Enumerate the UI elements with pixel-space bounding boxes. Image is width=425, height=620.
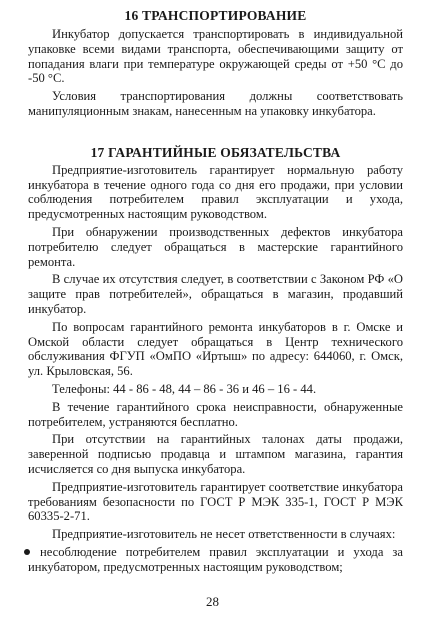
bullet-item-text: несоблюдение потребителем правил эксплуатации и ухода за инкубатором, предусмотренных настоящим руководством; — [28, 544, 403, 574]
page-number: 28 — [206, 594, 219, 609]
bullet-item — [28, 545, 403, 575]
section-17-paragraph: Предприятие-изготовитель гарантирует нормальную работу инкубатора в течение одного года со дня его продажи, при условии соблюдения потребителем правил эксплуатации и ухода, предусмотренных настоящим руководством. — [28, 162, 403, 222]
section-17-paragraph: Предприятие-изготовитель гарантирует соответствие инкубатора требованиям безопасности по ГОСТ Р МЭК 335-1, ГОСТ Р МЭК 60335-2-71. — [28, 479, 403, 524]
bullet-dot-icon — [24, 549, 30, 555]
section-16-paragraph: Инкубатор допускается транспортировать в индивидуальной упаковке всеми видами транспорта, обеспечивающими защиту от попадания влаги при температуре окружающей среды от +50 °С до -50 °С. — [28, 27, 403, 86]
section-17-title: 17 ГАРАНТИЙНЫЕ ОБЯЗАТЕЛЬСТВА — [90, 144, 341, 160]
phones-paragraph: Телефоны: 44 - 86 - 48, 44 – 86 - 36 и 46 – 16 - 44. — [52, 381, 317, 396]
section-17-paragraph: В течение гарантийного срока неисправности, обнаруженные потребителем, устраняются бесплатно. — [28, 399, 403, 429]
section-17-paragraph: При отсутствии на гарантийных талонах даты продажи, заверенной подписью продавца и штампом магазина, гарантия исчисляется со дня выпуска инкубатора. — [28, 432, 403, 476]
section-17-paragraph: Предприятие-изготовитель не несет ответственности в случаях: — [52, 527, 396, 542]
section-16-paragraph: Условия транспортирования должны соответствовать манипуляционным знакам, нанесенным на упаковку инкубатора. — [28, 89, 403, 118]
section-16-title: 16 ТРАНСПОРТИРОВАНИЕ — [124, 8, 307, 23]
section-17-paragraph: В случае их отсутствия следует, в соответствии с Законом РФ «О защите прав потребителей», обращаться в магазин, продавший инкубатор. — [28, 272, 403, 316]
section-17-paragraph: При обнаружении производственных дефектов инкубатора потребителю следует обращаться в мастерские гарантийного ремонта. — [28, 224, 403, 269]
section-17-paragraph: По вопросам гарантийного ремонта инкубаторов в г. Омске и Омской области следует обращаться в Центр технического обслуживания ФГУП «ОмПО «Иртыш» по адресу: 644060, г. Омск, ул. Крыловская, 56. — [28, 319, 403, 379]
